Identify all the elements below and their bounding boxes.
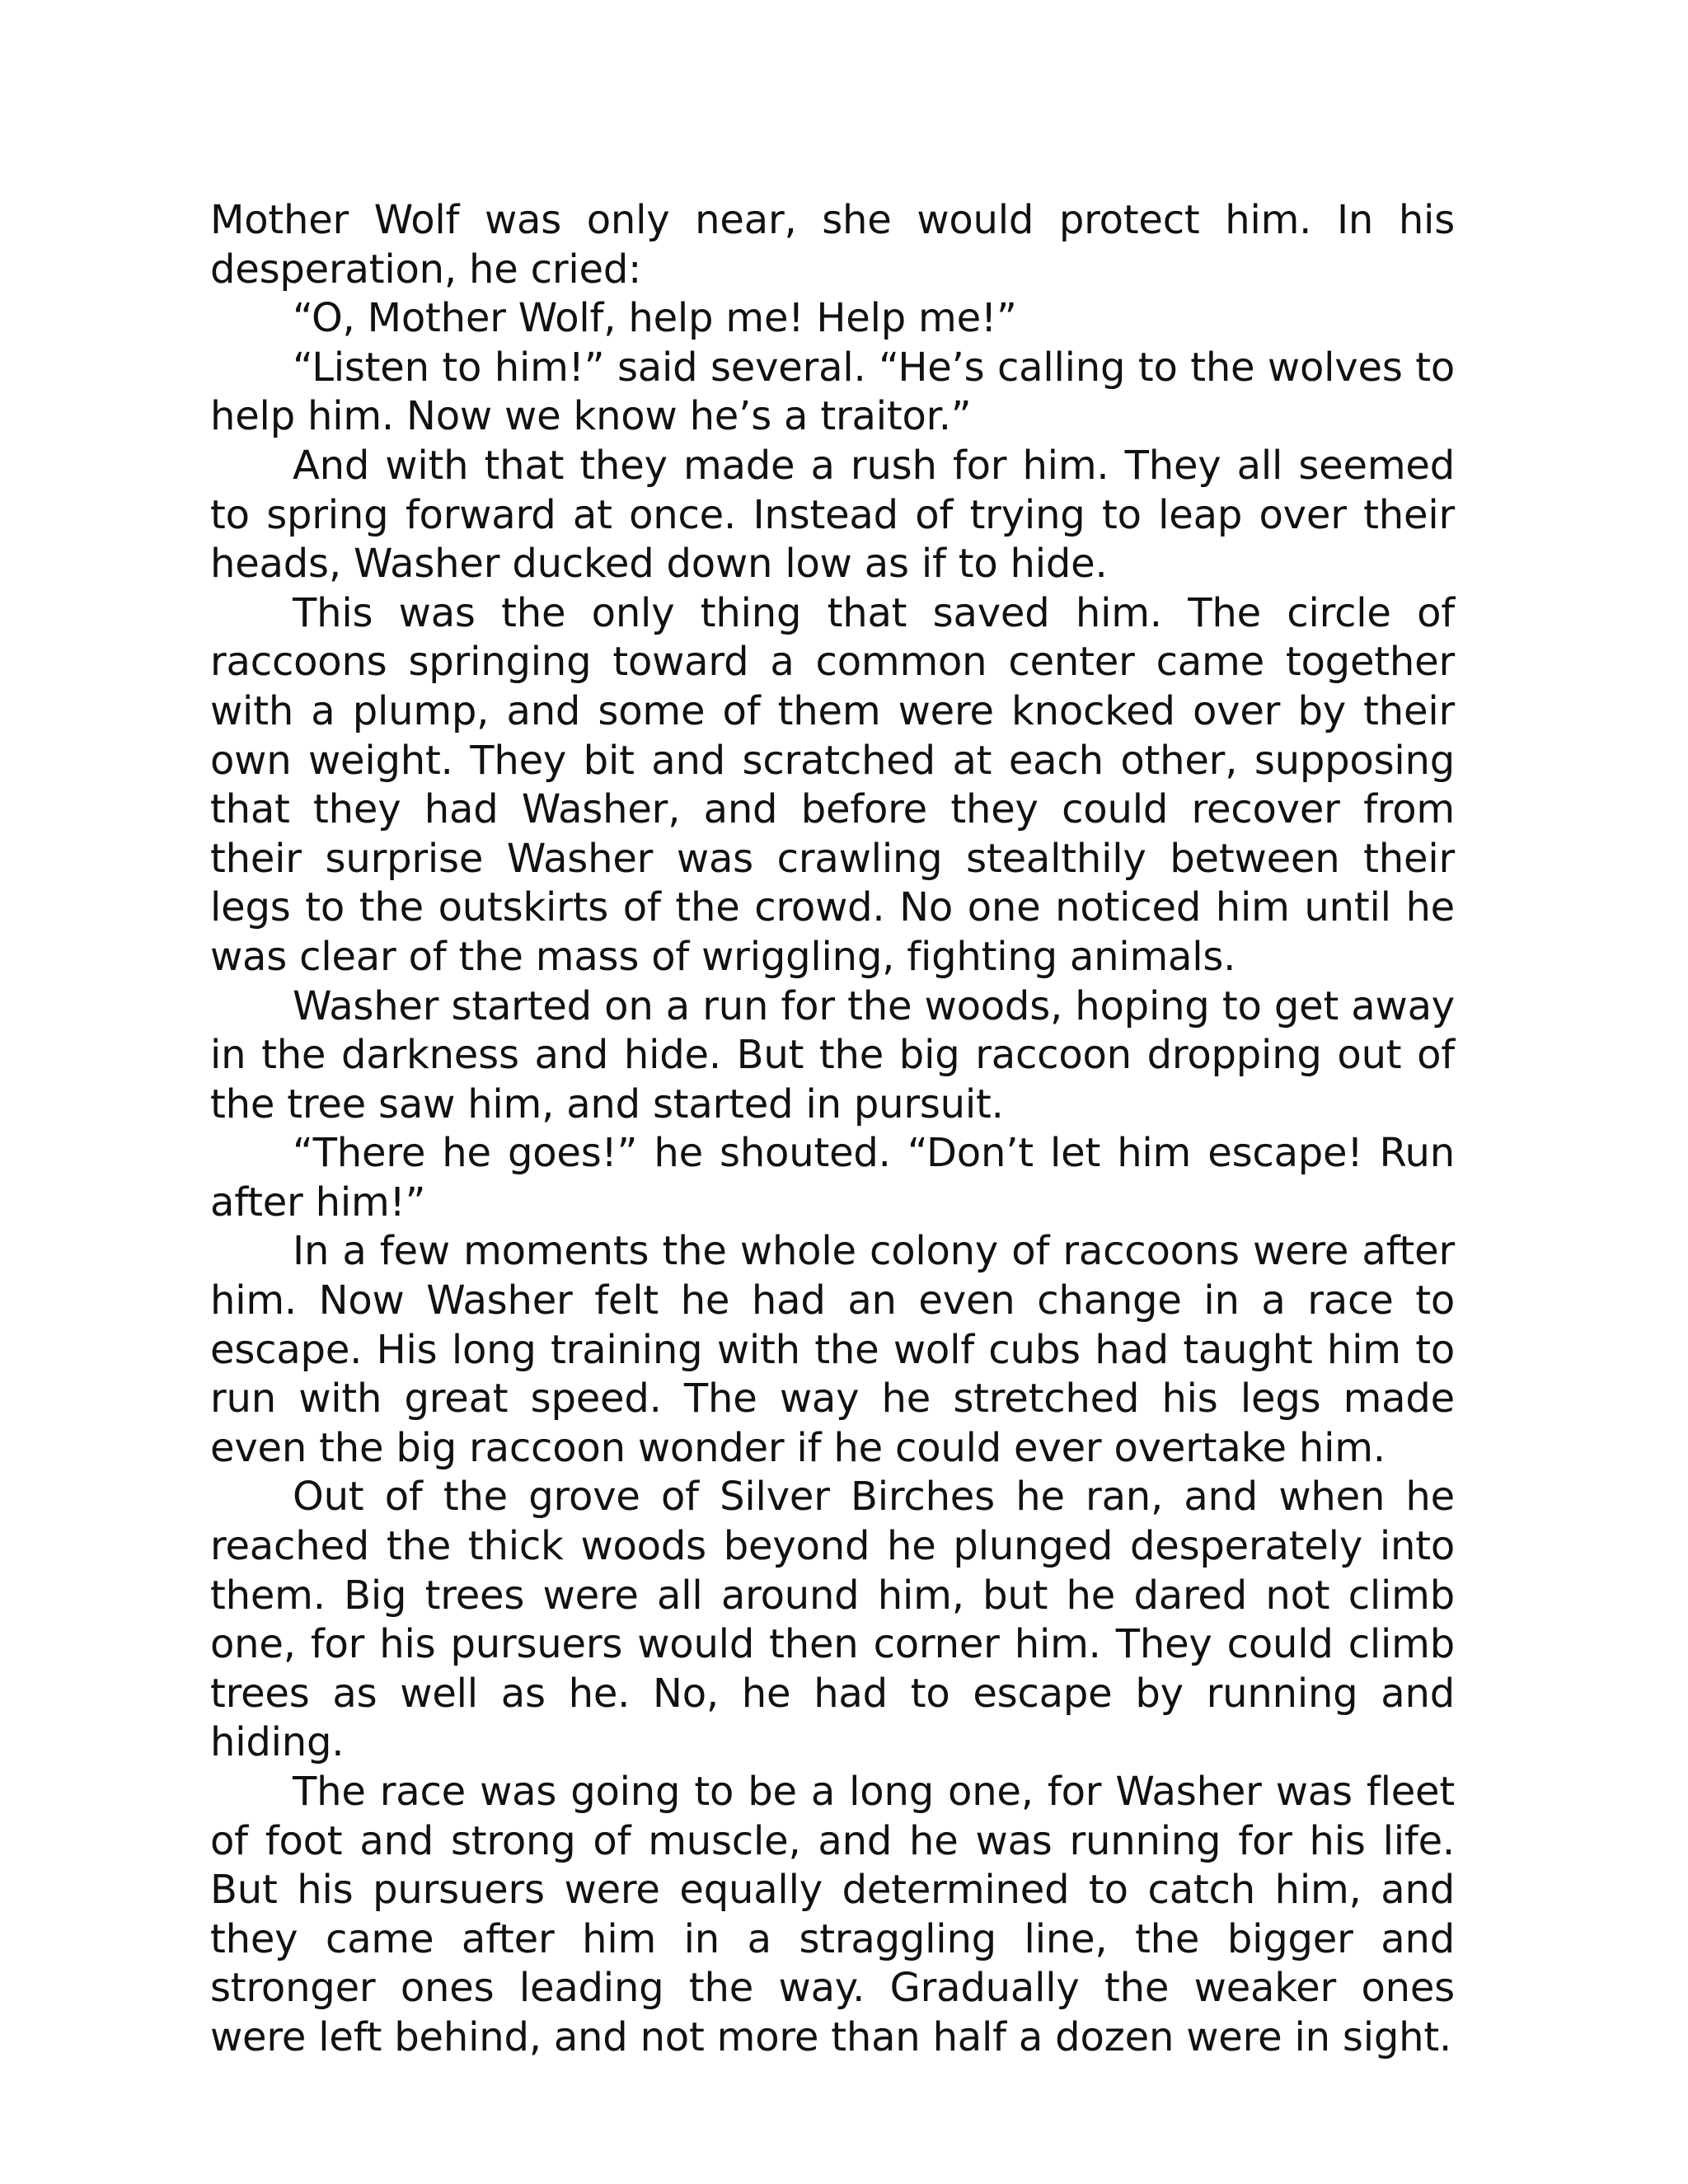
paragraph: “O, Mother Wolf, help me! Help me!”	[293, 295, 1017, 342]
paragraph: “Listen to him!” said several. “He’s calling to the wolves to help him. Now we know he’s a traitor.”	[210, 344, 1455, 440]
paragraph: The race was going to be a long one, for Washer was fleet of foot and strong of muscle, and he was running for his life. But his pursuers were equally determined to catch him, and they came after him in a straggling line, the bigger and stronger ones leading the way. Gradually the weaker ones were left behind, and not more than half a dozen were in sight.	[210, 1769, 1455, 2060]
paragraph: This was the only thing that saved him. The circle of raccoons springing toward a common center came together with a plump, and some of them were knocked over by their own weight. They bit and scratched at each other, supposing that they had Washer, and before they could recover from their surprise Washer was crawling stealthily between their legs to the outskirts of the crowd. No one noticed him until he was clear of the mass of wriggling, fighting animals.	[210, 589, 1455, 980]
paragraph: Out of the grove of Silver Birches he ran, and when he reached the thick woods beyond he plunged desperately into them. Big trees were all around him, but he dared not climb one, for his pursuers would then corner him. They could climb trees as well as he. No, he had to escape by running and hiding.	[210, 1474, 1455, 1766]
body-text	[210, 196, 1455, 2063]
paragraph: And with that they made a rush for him. They all seemed to spring forward at once. Instead of trying to leap over their heads, Washer ducked down low as if to hide.	[210, 442, 1455, 588]
paragraph: Washer started on a run for the woods, hoping to get away in the darkness and hide. But the big raccoon dropping out of the tree saw him, and started in pursuit.	[210, 982, 1455, 1127]
paragraph: Mother Wolf was only near, she would protect him. In his desperation, he cried:	[210, 197, 1455, 293]
paragraph: “There he goes!” he shouted. “Don’t let him escape! Run after him!”	[210, 1130, 1455, 1226]
paragraph: In a few moments the whole colony of raccoons were after him. Now Washer felt he had an even change in a race to escape. His long training with the wolf cubs had taught him to run with great speed. The way he stretched his legs made even the big raccoon wonder if he could ever overtake him.	[210, 1228, 1455, 1471]
